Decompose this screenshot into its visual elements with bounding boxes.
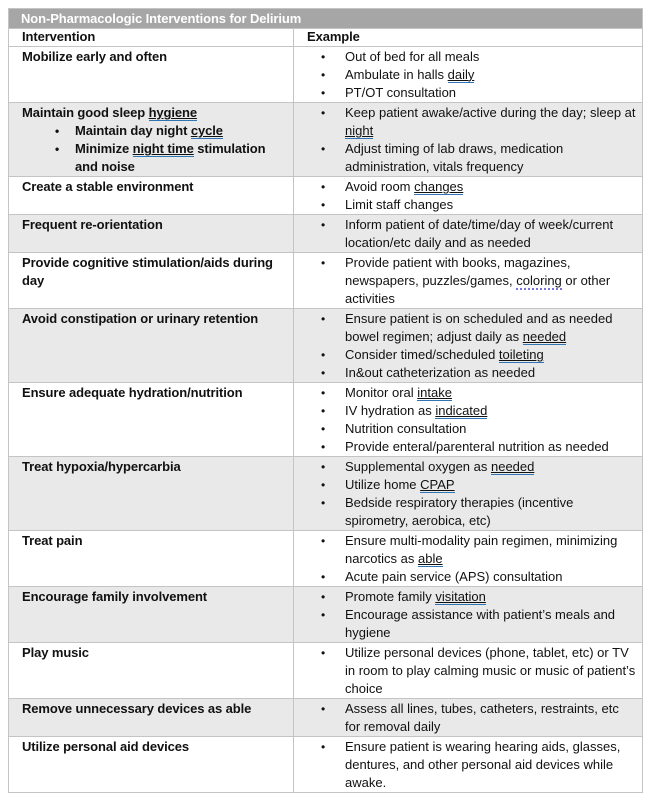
bullet-text <box>345 196 636 214</box>
example-bullet <box>301 700 636 736</box>
bullet-icon: • <box>321 348 326 362</box>
bullet-text <box>345 346 636 364</box>
bullet-text <box>345 494 636 530</box>
bullet-text <box>345 66 636 84</box>
bullet-icon: • <box>321 534 326 548</box>
text-segment: Ensure adequate hydration/nutrition <box>22 385 243 400</box>
example-cell <box>293 531 642 586</box>
bullet-icon: • <box>321 702 326 716</box>
example-bullet <box>301 384 636 402</box>
table-row <box>9 102 642 176</box>
bullet-icon: • <box>321 496 326 510</box>
example-cell <box>293 737 642 792</box>
text-segment: Utilize personal devices (phone, tablet, etc) or TV in room to play calming music or music of patient’s choice <box>345 645 636 696</box>
bullet-icon: • <box>321 460 326 474</box>
text-segment: Keep patient awake/active during the day; sleep at <box>345 105 636 120</box>
text-segment: Maintain day night <box>75 123 191 138</box>
text-segment: Avoid constipation or urinary retention <box>22 311 259 326</box>
bullet-icon: • <box>321 180 326 194</box>
text-segment: Play music <box>22 645 89 660</box>
bullet-text <box>345 216 636 252</box>
intervention-label <box>22 588 287 606</box>
bullet-text <box>345 140 636 176</box>
table-title: Non-Pharmacologic Interventions for Delirium <box>9 9 642 28</box>
table-row <box>9 382 642 456</box>
text-segment: Ensure patient is on scheduled and as needed bowel regimen; adjust daily as <box>345 311 613 344</box>
text-segment: Supplemental oxygen as <box>345 459 491 474</box>
table-row <box>9 308 642 382</box>
table-row <box>9 252 642 308</box>
bullet-icon: • <box>321 608 326 622</box>
example-cell <box>293 699 642 736</box>
example-bullet <box>301 476 636 494</box>
text-segment: or other activities <box>345 273 611 306</box>
spellcheck-marked-word: coloring <box>516 273 562 288</box>
table-row <box>9 214 642 252</box>
grammar-marked-word: indicated <box>435 403 488 418</box>
bullet-text <box>345 738 636 792</box>
intervention-cell <box>9 215 293 252</box>
text-segment: Inform patient of date/time/day of week/current location/etc daily and as needed <box>345 217 614 250</box>
intervention-cell <box>9 253 293 308</box>
table-row <box>9 642 642 698</box>
bullet-text <box>345 438 636 456</box>
text-segment: Remove unnecessary devices as able <box>22 701 252 716</box>
grammar-marked-word: night time <box>132 141 194 156</box>
text-segment: Ensure multi-modality pain regimen, minimizing narcotics as <box>345 533 618 566</box>
text-segment: In&out catheterization as needed <box>345 365 536 380</box>
example-bullet <box>301 438 636 456</box>
text-segment: stimulation and noise <box>75 141 266 174</box>
example-bullet <box>301 364 636 382</box>
bullet-icon: • <box>321 312 326 326</box>
bullet-icon: • <box>321 646 326 660</box>
table-row <box>9 456 642 530</box>
grammar-marked-word: toileting <box>498 347 544 362</box>
intervention-cell <box>9 309 293 382</box>
bullet-icon: • <box>321 256 326 270</box>
table-row <box>9 46 642 102</box>
intervention-label <box>22 104 287 122</box>
example-bullet <box>301 216 636 252</box>
example-bullet <box>301 104 636 140</box>
intervention-sub-bullet <box>22 140 287 176</box>
text-segment: Avoid room <box>345 179 415 194</box>
text-segment: Adjust timing of lab draws, medication administration, vitals frequency <box>345 141 564 174</box>
column-header-row <box>9 28 642 46</box>
bullet-icon: • <box>55 142 60 156</box>
example-bullet <box>301 420 636 438</box>
example-bullet <box>301 310 636 346</box>
grammar-marked-word: daily <box>447 67 475 82</box>
grammar-marked-word: needed <box>490 459 535 474</box>
example-bullet <box>301 48 636 66</box>
bullet-icon: • <box>321 570 326 584</box>
bullet-icon: • <box>321 386 326 400</box>
text-segment: Out of bed for all meals <box>345 49 480 64</box>
text-segment: Treat hypoxia/hypercarbia <box>22 459 181 474</box>
delirium-interventions-table <box>8 8 643 793</box>
intervention-label <box>22 254 287 290</box>
example-cell <box>293 383 642 456</box>
example-cell <box>293 103 642 176</box>
intervention-label <box>22 700 287 718</box>
example-bullet <box>301 66 636 84</box>
example-bullet <box>301 402 636 420</box>
intervention-cell <box>9 737 293 792</box>
intervention-cell <box>9 643 293 698</box>
text-segment: Encourage family involvement <box>22 589 208 604</box>
text-segment: Promote family <box>345 589 436 604</box>
bullet-icon: • <box>321 740 326 754</box>
grammar-marked-word: intake <box>417 385 452 400</box>
example-cell <box>293 177 642 214</box>
table-row <box>9 586 642 642</box>
bullet-text <box>345 568 636 586</box>
intervention-label <box>22 216 287 234</box>
bullet-icon: • <box>321 50 326 64</box>
intervention-label <box>22 384 287 402</box>
bullet-text <box>345 104 636 140</box>
intervention-label <box>22 532 287 550</box>
text-segment: Utilize personal aid devices <box>22 739 189 754</box>
bullet-icon: • <box>321 478 326 492</box>
text-segment: PT/OT consultation <box>345 85 457 100</box>
bullet-text <box>345 84 636 102</box>
grammar-marked-word: night <box>345 123 374 138</box>
bullet-text <box>345 458 636 476</box>
bullet-text <box>345 532 636 568</box>
bullet-text <box>75 140 287 176</box>
bullet-icon: • <box>55 124 60 138</box>
intervention-label <box>22 178 287 196</box>
bullet-icon: • <box>321 142 326 156</box>
example-bullet <box>301 196 636 214</box>
example-cell <box>293 309 642 382</box>
grammar-marked-word: CPAP <box>420 477 455 492</box>
table-row <box>9 698 642 736</box>
text-segment: Encourage assistance with patient’s meals and hygiene <box>345 607 616 640</box>
intervention-cell <box>9 177 293 214</box>
bullet-text <box>345 644 636 698</box>
text-segment: Minimize <box>75 141 133 156</box>
bullet-icon: • <box>321 440 326 454</box>
column-header-intervention: Intervention <box>22 29 96 44</box>
bullet-icon: • <box>321 422 326 436</box>
intervention-label <box>22 48 287 66</box>
text-segment: Ambulate in halls <box>345 67 448 82</box>
table-row <box>9 176 642 214</box>
example-bullet <box>301 644 636 698</box>
text-segment: Nutrition consultation <box>345 421 467 436</box>
grammar-marked-word: visitation <box>435 589 486 604</box>
example-bullet <box>301 254 636 308</box>
bullet-icon: • <box>321 218 326 232</box>
bullet-text <box>345 700 636 736</box>
example-bullet <box>301 84 636 102</box>
text-segment: Acute pain service (APS) consultation <box>345 569 563 584</box>
bullet-icon: • <box>321 86 326 100</box>
bullet-text <box>345 364 636 382</box>
example-bullet <box>301 346 636 364</box>
bullet-text <box>345 384 636 402</box>
bullet-icon: • <box>321 106 326 120</box>
example-cell <box>293 457 642 530</box>
text-segment: Monitor oral <box>345 385 418 400</box>
text-segment: Limit staff changes <box>345 197 454 212</box>
intervention-cell <box>9 699 293 736</box>
bullet-icon: • <box>321 68 326 82</box>
intervention-cell <box>9 103 293 176</box>
grammar-marked-word: cycle <box>190 123 223 138</box>
bullet-text <box>345 476 636 494</box>
text-segment: Create a stable environment <box>22 179 194 194</box>
column-header-example: Example <box>293 29 642 46</box>
example-bullet <box>301 140 636 176</box>
bullet-text <box>345 310 636 346</box>
text-segment: Provide cognitive stimulation/aids during day <box>22 255 273 288</box>
intervention-label <box>22 738 287 756</box>
example-cell <box>293 253 642 308</box>
bullet-text <box>345 588 636 606</box>
bullet-text <box>345 178 636 196</box>
example-bullet <box>301 568 636 586</box>
table-body <box>9 46 642 792</box>
bullet-text <box>345 48 636 66</box>
text-segment: IV hydration as <box>345 403 436 418</box>
intervention-cell <box>9 531 293 586</box>
text-segment: Frequent re-orientation <box>22 217 163 232</box>
example-cell <box>293 47 642 102</box>
example-cell <box>293 587 642 642</box>
example-bullet <box>301 532 636 568</box>
example-bullet <box>301 738 636 792</box>
table-row <box>9 530 642 586</box>
text-segment: Mobilize early and often <box>22 49 167 64</box>
example-bullet <box>301 458 636 476</box>
bullet-text <box>75 122 287 140</box>
bullet-text <box>345 606 636 642</box>
text-segment: Maintain good sleep <box>22 105 149 120</box>
example-cell <box>293 643 642 698</box>
intervention-cell <box>9 587 293 642</box>
table-row <box>9 736 642 792</box>
text-segment: Provide patient with books, magazines, newspapers, puzzles/games, <box>345 255 571 288</box>
text-segment: Provide enteral/parenteral nutrition as needed <box>345 439 609 454</box>
example-bullet <box>301 606 636 642</box>
intervention-cell <box>9 457 293 530</box>
text-segment: Treat pain <box>22 533 83 548</box>
bullet-icon: • <box>321 366 326 380</box>
intervention-cell <box>9 383 293 456</box>
intervention-label <box>22 458 287 476</box>
text-segment: Ensure patient is wearing hearing aids, glasses, dentures, and other personal aid devices while awake. <box>345 739 621 790</box>
text-segment: Assess all lines, tubes, catheters, restraints, etc for removal daily <box>345 701 619 734</box>
grammar-marked-word: hygiene <box>148 105 198 120</box>
bullet-icon: • <box>321 404 326 418</box>
grammar-marked-word: needed <box>522 329 567 344</box>
text-segment: Utilize home <box>345 477 421 492</box>
intervention-label <box>22 644 287 662</box>
example-bullet <box>301 588 636 606</box>
intervention-cell <box>9 47 293 102</box>
example-cell <box>293 215 642 252</box>
bullet-text <box>345 254 636 308</box>
grammar-marked-word: changes <box>414 179 464 194</box>
bullet-icon: • <box>321 590 326 604</box>
text-segment: Bedside respiratory therapies (incentive spirometry, aerobica, etc) <box>345 495 574 528</box>
bullet-text <box>345 402 636 420</box>
example-bullet <box>301 178 636 196</box>
example-bullet <box>301 494 636 530</box>
grammar-marked-word: able <box>417 551 443 566</box>
bullet-text <box>345 420 636 438</box>
text-segment: Consider timed/scheduled <box>345 347 499 362</box>
intervention-sub-bullet <box>22 122 287 140</box>
bullet-icon: • <box>321 198 326 212</box>
intervention-label <box>22 310 287 328</box>
